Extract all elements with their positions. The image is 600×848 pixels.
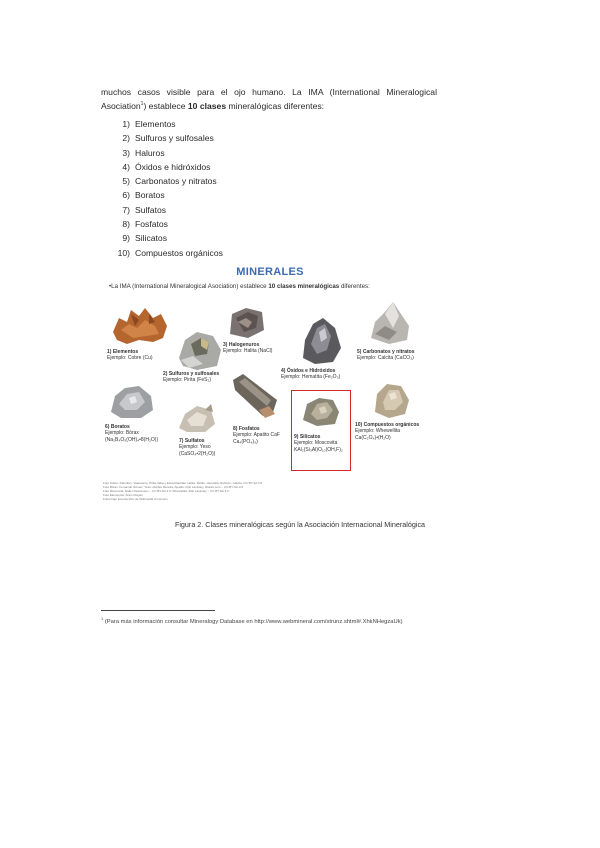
figure-title: MINERALES	[236, 266, 304, 278]
mineral-label	[357, 349, 415, 362]
mineral-formula: Ca(C₂O₄)•(H₂O)	[355, 434, 391, 441]
list-label: Boratos	[135, 190, 165, 201]
mineral-formula: Ca₄(PO₄)₃)	[233, 438, 258, 445]
list-number: 9)	[122, 233, 130, 244]
mineral-name: 4) Óxidos e Hidróxidos	[281, 368, 336, 374]
list-label: Haluros	[135, 147, 165, 158]
list-item	[113, 146, 223, 160]
mineral-class-list	[113, 117, 223, 260]
credit-line: Foto Bórax: Fernando Gómez; Yeso: Alcides Moreira; Apatito: Rob Lavinsky, iRocks.com – CC-BY-SA-3.0	[103, 485, 244, 489]
credit-line: Foto Elementos: Aram Dulyan	[103, 493, 143, 497]
list-number: 3)	[122, 147, 130, 158]
figure-caption: Figura 2. Clases mineralógicas según la Asociación Internacional Mineralógica	[174, 520, 426, 529]
mineral-example: Ejemplo: Halita (NaCl)	[223, 348, 273, 355]
credit-line: Foto Moscovita: Didier Descouens – CC BY-SA 4.0; Whewellita: Rob Lavinsky – CC BY-SA 3.0	[103, 489, 229, 493]
list-label: Elementos	[135, 119, 176, 129]
mineral-name: 7) Sulfatos	[179, 438, 205, 444]
mineral-label	[105, 424, 158, 443]
intro-paragraph	[101, 86, 437, 113]
mineral-example: Ejemplo: Apatito CaF	[233, 432, 280, 439]
mineral-name: 2) Sulfuros y sulfosales	[163, 371, 220, 377]
mineral-name: 9) Silicatos	[294, 434, 321, 440]
minerals-figure	[101, 262, 439, 512]
mineral-formula: KAl₂(Si₃Al)O₁₀(OH,F)₂	[294, 446, 343, 453]
mineral-example: Ejemplo: Bórax	[105, 430, 139, 437]
list-label: Sulfuros y sulfosales	[135, 133, 214, 144]
footnote-text[interactable]: (Para más información consultar Mineralogy Database en http://www.webmineral.com/strunz.shtml#.XhkNHegzaUk)	[103, 619, 403, 625]
list-number: 4)	[122, 161, 130, 172]
mineral-example: Ejemplo: Yeso	[179, 444, 211, 451]
mineral-example: Ejemplo: Pirita (FeS₂)	[163, 377, 212, 384]
copper-mineral-image	[109, 304, 171, 346]
list-number: 6)	[122, 190, 130, 201]
list-label: Fosfatos	[135, 219, 168, 230]
list-label: Silicatos	[135, 233, 167, 244]
paragraph-text-1: muchos casos visible para el ojo humano. La IMA (International Mineralogical Asociation	[101, 87, 437, 111]
mineral-name: 10) Compuestos orgánicos	[355, 422, 420, 428]
figure-credits	[103, 481, 433, 501]
list-item	[113, 217, 223, 231]
list-number: 1)	[122, 119, 130, 129]
whewellite-mineral-image	[369, 378, 413, 420]
mineral-name: 8) Fosfatos	[233, 426, 260, 432]
list-item	[113, 160, 223, 174]
mineral-formula: (Na₂B₄O₅(OH)₄•8(H₂O))	[105, 436, 159, 443]
mineral-label	[179, 438, 215, 457]
figure-subtitle	[109, 283, 434, 290]
list-number: 5)	[122, 176, 130, 187]
list-item	[113, 174, 223, 188]
paragraph-text-2: ) establece	[143, 100, 188, 111]
list-item	[113, 246, 223, 260]
figure-subtitle-text-2: diferentes:	[339, 283, 370, 290]
mineral-label	[223, 342, 272, 355]
muscovite-mineral-image	[299, 394, 343, 428]
mineral-label	[355, 422, 419, 441]
list-label: Óxidos e hidróxidos	[135, 161, 211, 172]
calcite-mineral-image	[367, 300, 413, 346]
gypsum-mineral-image	[175, 400, 219, 436]
footnote	[101, 616, 403, 625]
list-item	[113, 117, 223, 131]
figure-subtitle-text-1: •La IMA (International Mineralogical Asociation) establece	[109, 283, 269, 290]
mineral-label	[107, 349, 153, 362]
mineral-label	[281, 368, 340, 381]
mineral-example: Ejemplo: Moscovita	[294, 440, 338, 447]
mineral-label	[163, 371, 219, 384]
footnote-marker: 1	[101, 616, 104, 622]
apatite-mineral-image	[229, 370, 281, 420]
mineral-name: 6) Boratos	[105, 424, 130, 430]
list-number: 7)	[122, 204, 130, 215]
mineral-example: Ejemplo: Cobre (Cu)	[107, 355, 153, 362]
list-item	[113, 131, 223, 145]
list-label: Compuestos orgánicos	[135, 247, 223, 258]
mineral-example: Ejemplo: Hematita (Fe₂O₃)	[281, 374, 341, 381]
mineral-label	[294, 434, 343, 453]
mineral-example: Ejemplo: Whewellita	[355, 428, 401, 435]
halite-mineral-image	[226, 304, 268, 340]
mineral-name: 1) Elementos	[107, 349, 139, 355]
list-item	[113, 188, 223, 202]
figure-subtitle-bold: 10 clases mineralógicas	[268, 283, 340, 290]
list-item	[113, 203, 223, 217]
list-number: 10)	[117, 247, 130, 258]
paragraph-text-3: mineralógicas diferentes:	[226, 100, 325, 111]
credit-line: Fotos bajo licencia libre de Wikimedia Commons	[103, 497, 168, 501]
mineral-label	[233, 426, 280, 445]
list-number: 8)	[122, 219, 130, 230]
pyrite-mineral-image	[173, 320, 227, 372]
paragraph-bold: 10 clases	[187, 100, 227, 111]
mineral-example: Ejemplo: Calcita (CaCO₃)	[357, 355, 414, 362]
list-label: Carbonatos y nitratos	[135, 176, 217, 187]
footnote-ref[interactable]: 1	[140, 100, 144, 107]
mineral-name: 5) Carbonatos y nitratos	[357, 349, 415, 355]
footnote-separator	[101, 610, 215, 611]
list-label: Sulfatos	[135, 204, 167, 215]
hematite-mineral-image	[297, 314, 345, 366]
list-number: 2)	[122, 133, 130, 144]
mineral-name: 3) Halogenuros	[223, 342, 260, 348]
credit-line: Foto Cobre: Ramdlon; Vlasceanu; Pirita: Ilkka y Eeva Rauhala; Halita: Ra'ike; Hematita: Roberto; Calcita: CC BY-SA 3.0	[103, 481, 263, 485]
mineral-formula: (CaSO₄•2(H₂O))	[179, 450, 216, 457]
borax-mineral-image	[107, 382, 157, 422]
list-item	[113, 231, 223, 245]
